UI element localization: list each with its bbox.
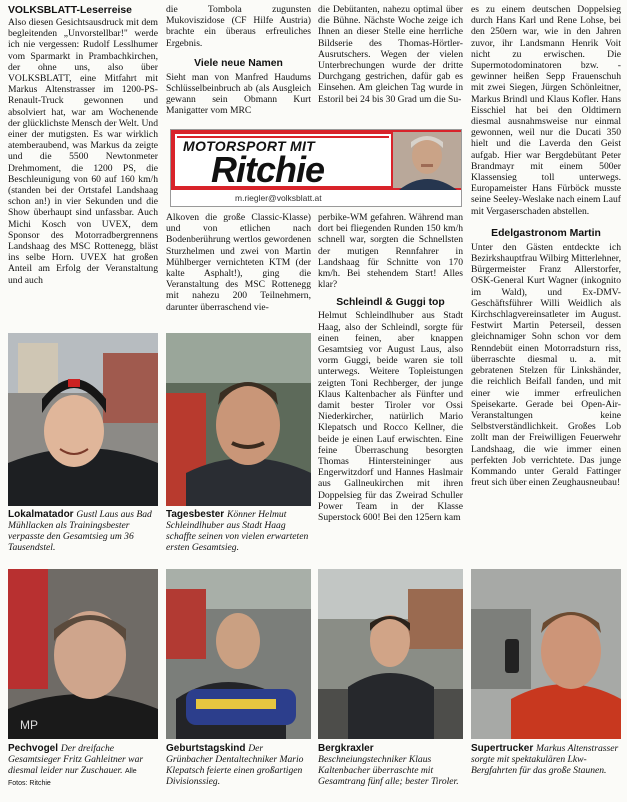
motorsport-banner <box>170 129 462 207</box>
photo-bergkraxler <box>318 569 463 739</box>
photo-tagesbester <box>166 333 311 506</box>
column-3-long <box>318 212 463 564</box>
caption-title: Geburtstagskind <box>166 743 249 754</box>
article-text: perbike-WM gefahren. Während man dort bei fliegenden Runden 150 km/h schnell war, sorgten die Schnellsten der mutigen Rennfahrer in Landshaag für Schnitte von 170 km/h. Bei stehendem Start! Alles klar? <box>318 212 463 291</box>
caption-bergkraxler <box>318 743 463 799</box>
article-text: die Debütanten, nahezu optimal über die Bühne. Nächste Woche zeige ich Ihnen an dieser Stelle eine herrliche Bildserie des Thomas-Hörtler-Ausrutschers. Wegen der vielen Unterbrechungen wurde der dritte Durchgang gestrichen, dafür gab es Einsehen. Am gleichen Tag wurde in Estoril bei 24 bis 30 Grad um die Su- <box>318 4 463 105</box>
article-text: Helmut Schleindlhuber aus Stadt Haag, also der Schleindl, sorgte für einen feinen, aber knappen Gesamtsieg vor August Laus, also vorm Guggi, beide waren sie toll unterwegs. Weitere Topleistungen zeigten Toni Rechberger, der junge Klaus Kaltenbacher als Fünfter und damit bester Tiroler vor Ossi Niederkircher, natürlich Mario Klepatsch und Rocco Kellner, die beide je einen Lauf erwischten. Eine feine Überraschung besorgten Thomas Hintersteininger aus Engerwitzdorf und Hannes Haslmair aus Gallneukirchen mit ihren Doppelsieg für das Zweirad Schuller Power Team in der Klasse Superstock 600! Bei den 125ern kam <box>318 310 463 524</box>
caption-text: Der dreifache Gesamtsieger Fritz Gahleitner war diesmal leider nur Zuschauer. <box>8 743 144 776</box>
author-portrait <box>393 132 461 190</box>
column-4 <box>471 4 621 564</box>
caption-pechvogel <box>8 743 158 799</box>
banner-line2: Ritchie <box>211 149 325 190</box>
photo-lokalmatador <box>8 333 158 506</box>
article-text: es zu einem deutschen Doppelsieg durch Hans Karl und Rene Lohse, bei den 250ern war, wie in den Jahren zuvor, ihr Landsmann Henrik Voit nicht zu erwischen. Die Supermotodominatoren bzw. -gewinner heißen Sepp Frauenschuh mit zwei Siegen, Jürgen Schönleitner, Markus Brindl und Klaus Kofler. Hans Eisschiel hat bei den Oldtimern diesmal ausnahmsweise nur einmal gewonnen, weil nur die Ducati 350 hielt und die Laverda den Geist aufgab. Hier war Bergdebütant Peter Brandmayr mit einem 500er Klassensieg toll unterwegs. Europameister Hans Fürböck musste seine Seeley-Weslake nach einem Lauf mit Vergaserschaden abstellen. <box>471 4 621 217</box>
article-text: die Tombola zugunsten Mukoviszidose (CF Hilfe Austria) brachte ein überaus erfreuliches Ergebnis. <box>166 4 311 49</box>
article-text: Alkoven die große Classic-Klasse) und von etlichen nach Bodenberührung wertlos gewordenen Sturzhelmen und zwei von Martin Mühlberger vernichteten KTM (der kalte Asphalt!), ging die Veranstaltung des MSC Rottenegg mit nahezu 200 Teilnehmern, darunter überraschend vie- <box>166 212 311 313</box>
photo-pechvogel <box>8 569 158 739</box>
banner-email: m.riegler@volksblatt.at <box>235 193 322 203</box>
column-2-mid <box>166 212 311 330</box>
caption-geburtstagskind <box>166 743 311 799</box>
caption-title: Lokalmatador <box>8 509 77 520</box>
caption-supertrucker <box>471 743 621 799</box>
article-text: Sieht man von Manfred Haudums Schlüsselbeinbruch ab (als Ausgleich gewann sein Obmann Kurt Manigatter vom MRC <box>166 71 311 117</box>
caption-tagesbester <box>166 509 311 564</box>
caption-text: Gustl Laus aus Bad Mühllacken als Trainingsbester verpasste den Gesamtsieg um 36 Tausendstel. <box>8 509 152 553</box>
column-1 <box>8 4 158 329</box>
caption-text: Markus Altenstrasser sorgte mit spektakulären Lkw-Bergfahrten für das große Staunen. <box>471 743 619 776</box>
article-text: Also diesen Gesichtsausdruck mit dem begleitenden „Unvorstellbar!" werde ich nie vergessen: Rudolf Lesslhumer vom Sparmarkt in Prambachkirchen, der ohne uns, also über VOLKSBLATT, eine Mitfahrt mit Markus Altenstrasser im 1200-PS-Renault-Truck gewonnen und absolviert hat, war am Wochenende der glücklichste Mensch der Welt. Und einer der mutigsten. Es war wirklich atemberaubend, was Markus da zeigte und die 5500 Newtonmeter Drehmoment, die 1200 PS, die Beschleunigung von 60 auf 160 km/h (standen bei der Ortstafel Landshaag schon an!) in vier Sekunden und die Show überhaupt sind unfassbar. Auch Michi Kosch von UVEX, dem Sponsor des Motorradbergrennens Landshaag des MSC Rottenegg, bläst ins selbe Horn. UVEX hat großen Anteil am Erfolg der Veranstaltung und auch <box>8 17 158 286</box>
photo-credit: Alle Fotos: Ritchie <box>8 768 137 787</box>
heading-leserreise: VOLKSBLATT-Leserreise <box>8 5 132 16</box>
column-2-top <box>166 4 311 126</box>
heading-schleindl-guggi: Schleindl & Guggi top <box>336 297 445 309</box>
caption-text: Könner Helmut Schleindlhuber aus Stadt Haag schaffte seinen von vielen erwarteten ersten Gesamtsieg. <box>166 509 309 553</box>
caption-lokalmatador <box>8 509 158 564</box>
banner-line1: MOTORSPORT MIT <box>183 138 316 154</box>
caption-title: Tagesbester <box>166 509 227 520</box>
caption-title: Supertrucker <box>471 743 537 754</box>
caption-text: Der Grünbacher Dentaltechniker Mario Klepatsch feierte einen großartigen Divisionssieg. <box>166 743 304 787</box>
caption-title: Pechvogel <box>8 743 61 754</box>
article-text: Unter den Gästen entdeckte ich Bezirkshauptfrau Wilbirg Mitterlehner, Bürgermeister Franz Allerstorfer, OSK-General Kurt Wagner (inkognito im Wald), und Ex-DMV-Geschäftsführer Willi Weidlich als Kirchschlagvereinsatleter im August. Festwirt Martin Peterseil, dessen gleichnamiger Sohn schon vor dem Renndebüt einen Motorradsturn riss, überraschte diesmal u. a. mit gebratenen Stelzen für Linkshänder, die reichlich Beifall fanden, und mit einer wie immer erfreulichen Speisekarte. Gerade bei Open-Air-Veranstaltungen keine Selbstverständlichkeit. Großes Lob zollt man der Freiwilligen Feuerwehr Landshaag, die wie immer einen perfekten Job verrichtete. Das junge Kommando unter Gerald Fattinger freut sich über einen Zeughausneubau! <box>471 241 621 489</box>
column-3-top <box>318 4 463 126</box>
caption-text: Beschneiungstechniker Klaus Kaltenbacher überraschte mit Gesamtrang fünf alle; bester Tiroler. <box>318 754 459 787</box>
heading-edelgastronom: Edelgastronom Martin <box>491 227 601 239</box>
svg-text:MP: MP <box>20 718 38 732</box>
photo-supertrucker <box>471 569 621 739</box>
photo-geburtstagskind <box>166 569 311 739</box>
caption-title: Bergkraxler <box>318 743 374 754</box>
heading-viele-neue-namen: Viele neue Namen <box>194 57 283 69</box>
